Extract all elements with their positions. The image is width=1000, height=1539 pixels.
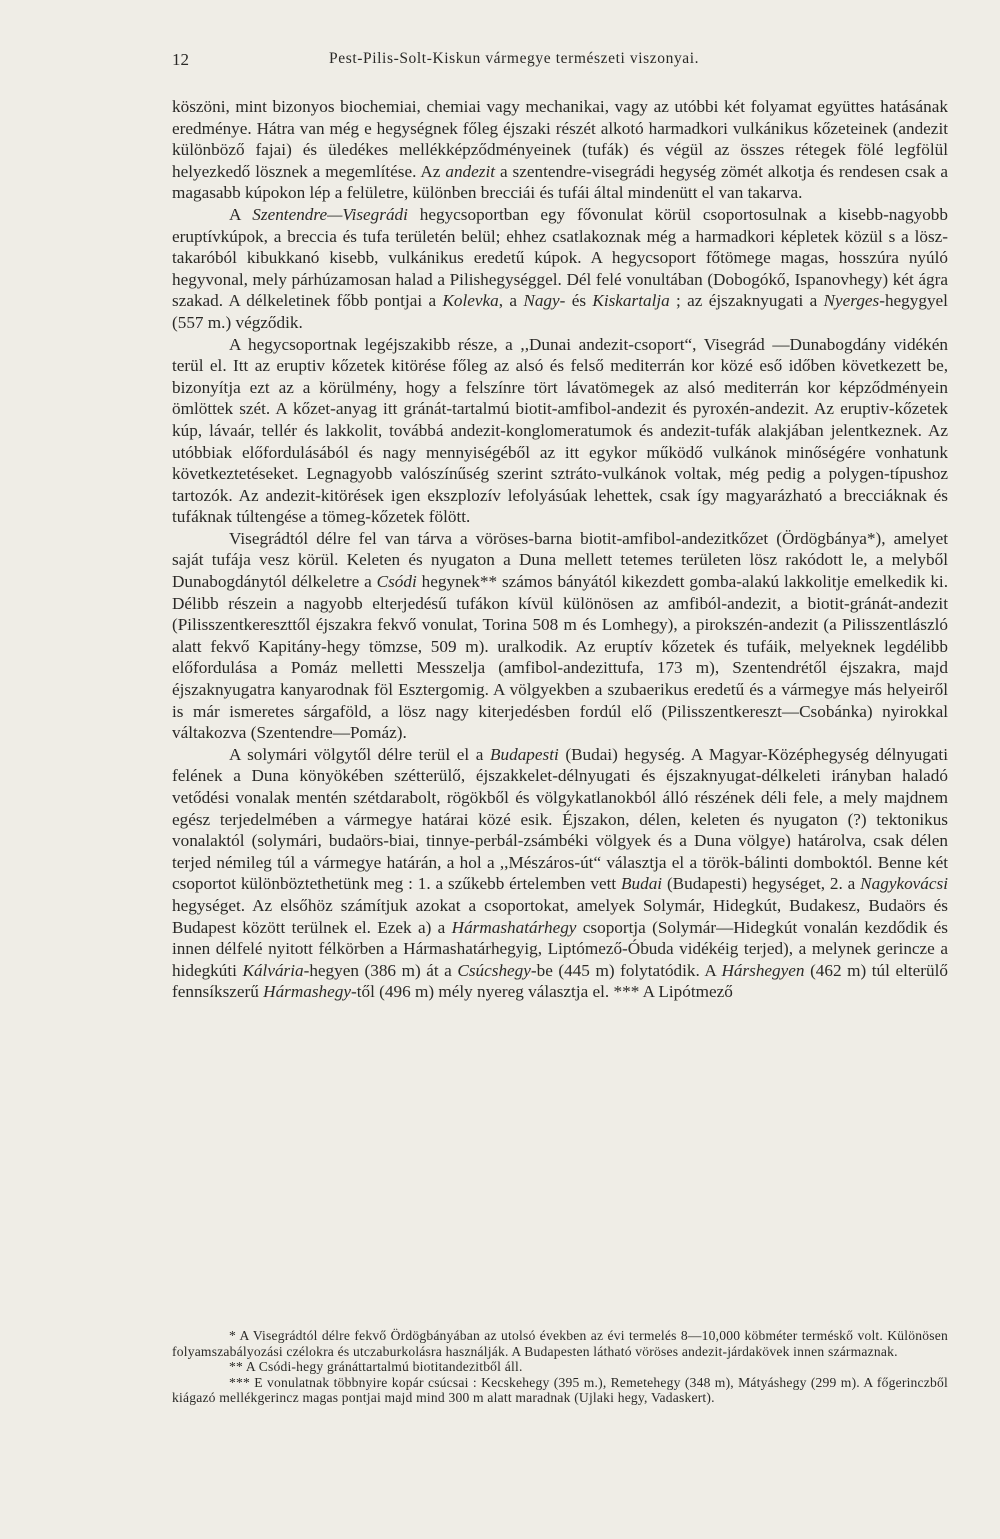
text-run: -hegyen (386 m) át a: [303, 960, 458, 980]
italic-term: andezit: [445, 161, 496, 181]
text-run: a szentendre-visegrádi hegység zömét alkotja és rendesen csak a magasabb kúpokon lép a felületre, különben brecciái és tufái által mindenütt el van takarva.: [172, 161, 948, 203]
text-run: köszöni, mint bizonyos biochemiai, chemiai vagy mechanikai, vagy az utóbbi két folyamat együttes hatásának eredménye. Hátra van még e hegységnek főleg éjszaki részét alkotó harmadkori vulkánikus kőzeteinek (andezit különböző fajai) és üledékes mellékképződményeinek (tufák) és végül az összes rétegek fölé legfölül helyezkedő lösznek a megemlítése. Az: [172, 97, 948, 181]
text-run: A: [229, 204, 253, 224]
text-run: és: [565, 291, 593, 311]
italic-term: Hármashatárhegy: [451, 917, 577, 937]
italic-term: Csúcshegy: [457, 960, 531, 980]
body-text: [172, 96, 948, 1003]
text-run: (Budapesti) hegységet, 2. a: [662, 874, 861, 894]
italic-term: Nagy-: [523, 291, 566, 311]
text-run: ; az éjszaknyugati a: [669, 291, 824, 311]
paragraph: [172, 744, 948, 1003]
paragraph: [172, 204, 948, 334]
paragraph: [172, 334, 948, 528]
text-run: csoportja (Solymár—Hidegkút vonalán kezdődik és innen délfelé nyitott félkörben a Hármashatárhegyig, Liptómező-Óbuda vidékéig terjed), a melynek gerincze a hidegkúti: [172, 917, 948, 980]
italic-term: Csódi: [376, 572, 417, 592]
footnote: ** A Csódi-hegy gránáttartalmú biotitandezitből áll.: [229, 1359, 523, 1375]
text-run: hegységet. Az elsőhöz számítjuk azokat a csoportokat, amelyek Solymár, Hidegkút, Budakesz, Budaörs és Budapest között terülnek el. Ezek a) a: [172, 895, 948, 937]
italic-term: Hárshegyen: [721, 960, 805, 980]
footnote: *** E vonulatnak többnyire kopár csúcsai : Kecskehegy (395 m.), Remetehegy (348 m), Mátyáshegy (299 m). A főgerinczből kiágazó mellékgerincz magas pontjai majd mind 300 m alatt maradnak (Ujlaki hegy, Vadaskert).: [172, 1374, 948, 1406]
italic-term: Hármashegy: [263, 982, 352, 1002]
italic-term: Budai: [621, 874, 663, 894]
paragraph: [172, 528, 948, 744]
text-run: -től (496 m) mély nyereg választja el. *** A Lipótmező: [351, 982, 733, 1002]
text-run: (462 m) túl elterülő fennsíkszerű: [172, 960, 948, 1002]
text-run: Visegrádtól délre fel van tárva a vöröses-barna biotit-amfibol-andezitkőzet (Ördögbánya*), amelyet saját tufája vesz körül. Keleten és nyugaton a Duna mellett tetemes területen lösz rakódott le, a melyből Dunabogdánytól délkeletre a: [172, 528, 948, 592]
italic-term: Nyerges: [823, 291, 880, 311]
italic-term: Kiskartalja: [592, 291, 670, 311]
italic-term: Kolevka: [442, 291, 499, 311]
text-run: A solymári völgytől délre terül el a: [229, 744, 491, 764]
text-run: hegynek** számos bányától kikezdett gomba-alakú lakkolitje emelkedik ki. Délibb részein a nagyobb elterjedésű tufákon kívül különösen az amfiból-andezit, a biotit-gránát-andezit (Pilisszentkereszttől éjszakra fekvő vonulat, Torina 508 m és Lomhegy), a pirokszén-andezit (a Pilisszentlászló alatt fekvő Kapitány-hegy tömzse, 509 m). uralkodik. Az eruptív kőzetek és tufáik, melyeknek legdélibb előfordulása a Pomáz melletti Messzelja (amfibol-andezittufa, 173 m), Szentendrétől éjszakra, majd éjszaknyugatra kanyarodnak föl Esztergomig. A völgyekben a szubaerikus eredetű és a vármegye más helyeiről is már ismeretes sárgaföld, a lösz nagy kiterjedésben fordúl elő (Pilisszentkereszt—Csobánka) nyirokkal váltakozva (Szentendre—Pomáz).: [172, 572, 949, 743]
text-run: A hegycsoportnak legéjszakibb része, a ,,Dunai andezit-csoport“, Visegrád —Dunabogdány vidékén terül el. Itt az eruptiv kőzetek kitörése főleg az alsó és felső mediterrán kor közé eső időben következett be, bizonyítja ezt az a körülmény, hogy a felszínre tört lávatömegek az alsó mediterrán kor képződményein ömlöttek szét. A kőzet-anyag itt gránát-tartalmú biotit-amfibol-andezit és pyroxén-andezit. Az eruptiv-kőzetek kúp, lávaár, tellér és lakkolit, továbbá andezit-konglomeratumok és andezit-tufák alakjában jelentkeznek. Az utóbbiak előfordulásából és nagy mennyiségéből az itt egykor működő vulkánok minőségére vonhatunk következtetéseket. Legnagyobb valószínűség szerint sztráto-vulkánok voltak, még pedig a polygen-típushoz tartozók. Az andezit-kitörések igen ekszplozív lefolyásúak lehettek, csak így magyarázható a brecciáknak és tufáknak túltengése a tömeg-kőzetek fölött.: [172, 334, 948, 527]
italic-term: Szentendre—Visegrádi: [252, 204, 408, 224]
running-head: Pest-Pilis-Solt-Kiskun vármegye természeti viszonyai.: [329, 50, 700, 67]
italic-term: Nagykovácsi: [860, 874, 948, 894]
text-run: -hegygyel (557 m.) végződik.: [172, 291, 948, 332]
text-run: , a: [498, 291, 524, 311]
footnotes: [172, 1328, 948, 1406]
text-run: -be (445 m) folytatódik. A: [530, 960, 722, 980]
italic-term: Kálvária: [242, 960, 304, 980]
paragraph: [172, 96, 948, 204]
italic-term: Budapesti: [490, 744, 559, 764]
page-header: [172, 50, 948, 76]
page-number: 12: [172, 50, 189, 69]
text-run: hegycsoportban egy fővonulat körül csoportosulnak a kisebb-nagyobb eruptívkúpok, a breccia és tufa területén belül; ehhez csatlakoznak még a harmadkori képletek közül s a lösz-takaróból kibukkanó kisebb, vulkánikus eredetű kúpok. A hegycsoport főtömege magas, hosszúra nyúló hegyvonal, mely párhúzamosan halad a Pilishegységgel. Dél felé vonultában (Dobogókő, Ispanovhegy) két ágra szakad. A délkeletinek főbb pontjai a: [172, 204, 948, 311]
text-run: (Budai) hegység. A Magyar-Középhegység délnyugati felének a Duna könyökében szétterülő, éjszakkelet-délnyugati és éjszaknyugat-délkeleti irányban haladó vetődési vonalak mentén szétdarabolt, rögökből és völgykatlanokból álló részének déli fele, a mely majdnem egész terjedelmében a vármegye határai közé esik. Éjszakon, délen, keleten és nyugaton (?) tektonikus vonalaktól (solymári, budaörs-biai, tinnye-perbál-zsámbéki völgyek és a Duna völgye) határolva, csak délen terjed némileg túl a vármegye határán, a hol a ,,Mészáros-út“ választja el a török-bálinti domboktól. Benne két csoportot különböztethetünk meg : 1. a szűkebb értelemben vett: [172, 744, 948, 894]
footnote: * A Visegrádtól délre fekvő Ördögbányában az utolsó években az évi termelés 8—10,000 köbméter terméskő volt. Különösen folyamszabályozási czélokra és utczaburkolásra használják. A Budapesten látható vöröses andezit-járdakövek innen származnak.: [172, 1328, 948, 1359]
